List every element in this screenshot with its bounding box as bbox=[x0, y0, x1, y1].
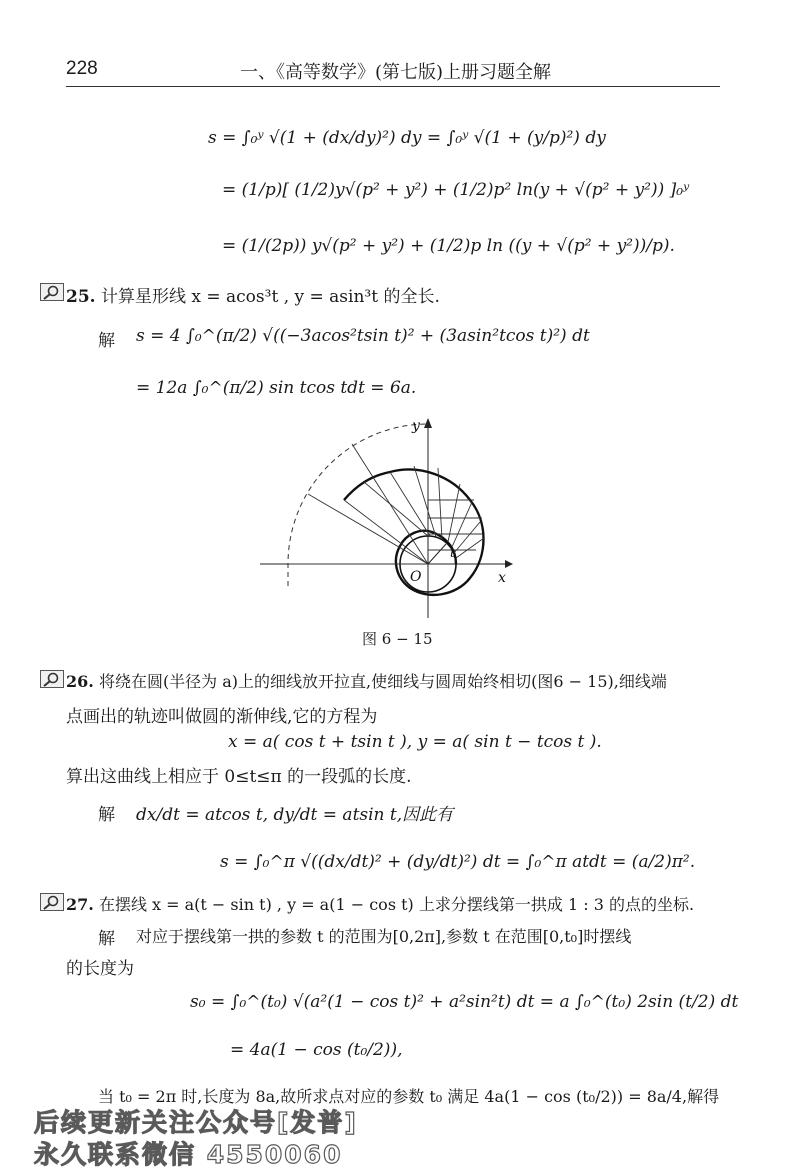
param-label: t bbox=[450, 546, 456, 561]
x-axis-arrow-icon bbox=[505, 560, 513, 568]
problem-27-text: 在摆线 x = a(t − sin t) , y = a(1 − cos t) 上求分摆线第一拱成 1 : 3 的点的坐标. bbox=[98, 895, 695, 914]
magnifier-icon bbox=[40, 283, 64, 301]
figure-caption: 图 6 − 15 bbox=[362, 630, 433, 648]
problem-26-text-1: 将绕在圆(半径为 a)上的细线放开拉直,使细线与圆周始终相切(图6 − 15),细线端 bbox=[98, 672, 667, 691]
problem-27-solution-line-4: = 4a(1 − cos (t₀/2)), bbox=[230, 1040, 403, 1060]
problem-26-equation: x = a( cos t + tsin t ), y = a( sin t − tcos t ). bbox=[228, 732, 602, 752]
origin-label: O bbox=[410, 569, 422, 585]
problem-27-solution-line-5: 当 t₀ = 2π 时,长度为 8a,故所求点对应的参数 t₀ 满足 4a(1 − cos (t₀/2)) = 8a/4,解得 bbox=[98, 1087, 720, 1106]
problem-26-solution-label: 解 bbox=[98, 805, 115, 825]
problem-27-solution-line-3: s₀ = ∫₀^(t₀) √(a²(1 − cos t)² + a²sin²t) dt = a ∫₀^(t₀) 2sin (t/2) dt bbox=[190, 992, 739, 1012]
problem-27-solution-label: 解 bbox=[98, 929, 115, 949]
prev-equation-line-2: = (1/p)[ (1/2)y√(p² + y²) + (1/2)p² ln(y + √(p² + y²)) ]₀ʸ bbox=[222, 180, 690, 200]
problem-26-solution-line-1: dx/dt = atcos t, dy/dt = atsin t,因此有 bbox=[136, 805, 454, 825]
header-rule bbox=[66, 86, 720, 87]
running-title: 一、《高等数学》(第七版)上册习题全解 bbox=[240, 62, 552, 83]
magnifier-icon bbox=[40, 893, 64, 911]
problem-26-question: 算出这曲线上相应于 0≤t≤π 的一段弧的长度. bbox=[66, 767, 412, 787]
problem-26-statement-line-1 bbox=[66, 669, 667, 692]
problem-25-solution-line-1: s = 4 ∫₀^(π/2) √((−3acos²tsin t)² + (3asin²tcos t)²) dt bbox=[136, 326, 590, 346]
page-number: 228 bbox=[66, 58, 98, 79]
watermark-line-1: 后续更新关注公众号[发普] bbox=[34, 1108, 358, 1137]
y-axis-arrow-icon bbox=[424, 418, 432, 428]
prev-equation-line-1: s = ∫₀ʸ √(1 + (dx/dy)²) dy = ∫₀ʸ √(1 + (y/p)²) dy bbox=[208, 128, 606, 148]
x-axis-label: x bbox=[498, 570, 506, 586]
involute-figure bbox=[260, 410, 520, 620]
problem-27-solution-line-2: 的长度为 bbox=[66, 959, 134, 979]
problem-25-solution-label: 解 bbox=[98, 331, 115, 351]
problem-25-solution-line-2: = 12a ∫₀^(π/2) sin tcos tdt = 6a. bbox=[136, 378, 417, 398]
problem-25-text: 计算星形线 x = acos³t , y = asin³t 的全长. bbox=[100, 287, 440, 307]
problem-27-statement bbox=[66, 892, 694, 915]
problem-26-number: 26. bbox=[66, 672, 94, 691]
dashed-arc bbox=[288, 424, 428, 586]
watermark-line-2: 永久联系微信 4550060 bbox=[34, 1140, 343, 1169]
y-axis-label: y bbox=[412, 418, 420, 434]
problem-27-solution-line-1: 对应于摆线第一拱的参数 t 的范围为[0,2π],参数 t 在范围[0,t₀]时摆线 bbox=[136, 927, 632, 946]
problem-27-number: 27. bbox=[66, 895, 94, 914]
problem-25-statement bbox=[66, 282, 440, 307]
radius-line bbox=[428, 544, 446, 564]
prev-equation-line-3: = (1/(2p)) y√(p² + y²) + (1/2)p ln ((y + √(p² + y²))/p). bbox=[222, 236, 675, 256]
problem-26-solution-line-2: s = ∫₀^π √((dx/dt)² + (dy/dt)²) dt = ∫₀^π atdt = (a/2)π². bbox=[220, 852, 696, 872]
problem-25-number: 25. bbox=[66, 287, 96, 307]
problem-26-statement-line-2: 点画出的轨迹叫做圆的渐伸线,它的方程为 bbox=[66, 707, 378, 727]
magnifier-icon bbox=[40, 670, 64, 688]
